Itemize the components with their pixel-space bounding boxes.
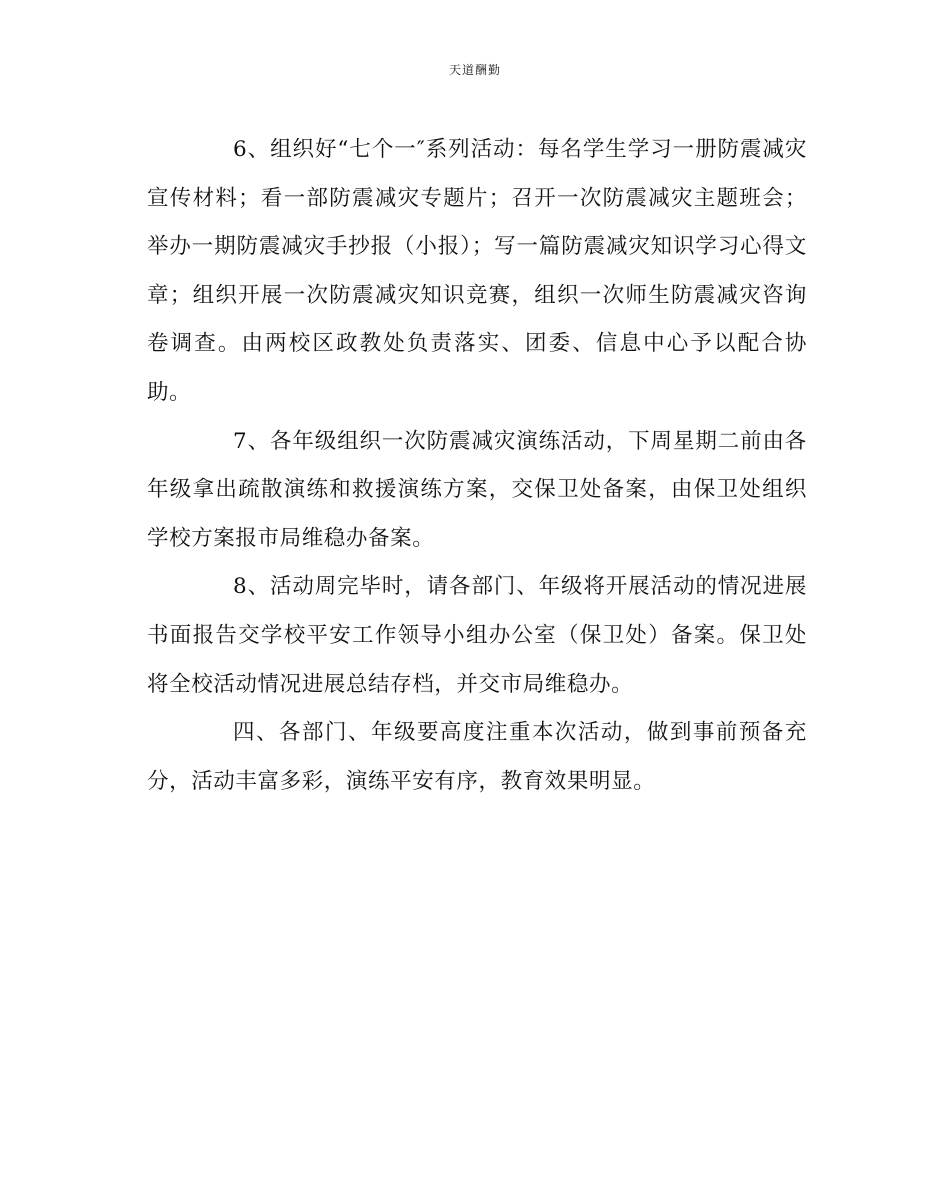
paragraph-item-8: 8、活动周完毕时，请各部门、年级将开展活动的情况进展书面报告交学校平安工作领导小组办公室（保卫处）备案。保卫处将全校活动情况进展总结存档，并交市局维稳办。 <box>147 574 807 697</box>
page-header: 天道酬勤 <box>448 63 501 77</box>
document-body <box>147 126 807 806</box>
paragraph-item-7: 7、各年级组织一次防震减灾演练活动，下周星期二前由各年级拿出疏散演练和救援演练方案，交保卫处备案，由保卫处组织学校方案报市局维稳办备案。 <box>147 428 807 551</box>
paragraph-item-6: 6、组织好“七个一″系列活动：每名学生学习一册防震减灾宣传材料；看一部防震减灾专题片；召开一次防震减灾主题班会；举办一期防震减灾手抄报（小报）；写一篇防震减灾知识学习心得文章；组织开展一次防震减灾知识竞赛，组织一次师生防震减灾咨询卷调查。由两校区政教处负责落实、团委、信息中心予以配合协助。 <box>147 137 807 405</box>
paragraph-section-4: 四、各部门、年级要高度注重本次活动，做到事前预备充分，活动丰富多彩，演练平安有序，教育效果明显。 <box>147 720 807 794</box>
